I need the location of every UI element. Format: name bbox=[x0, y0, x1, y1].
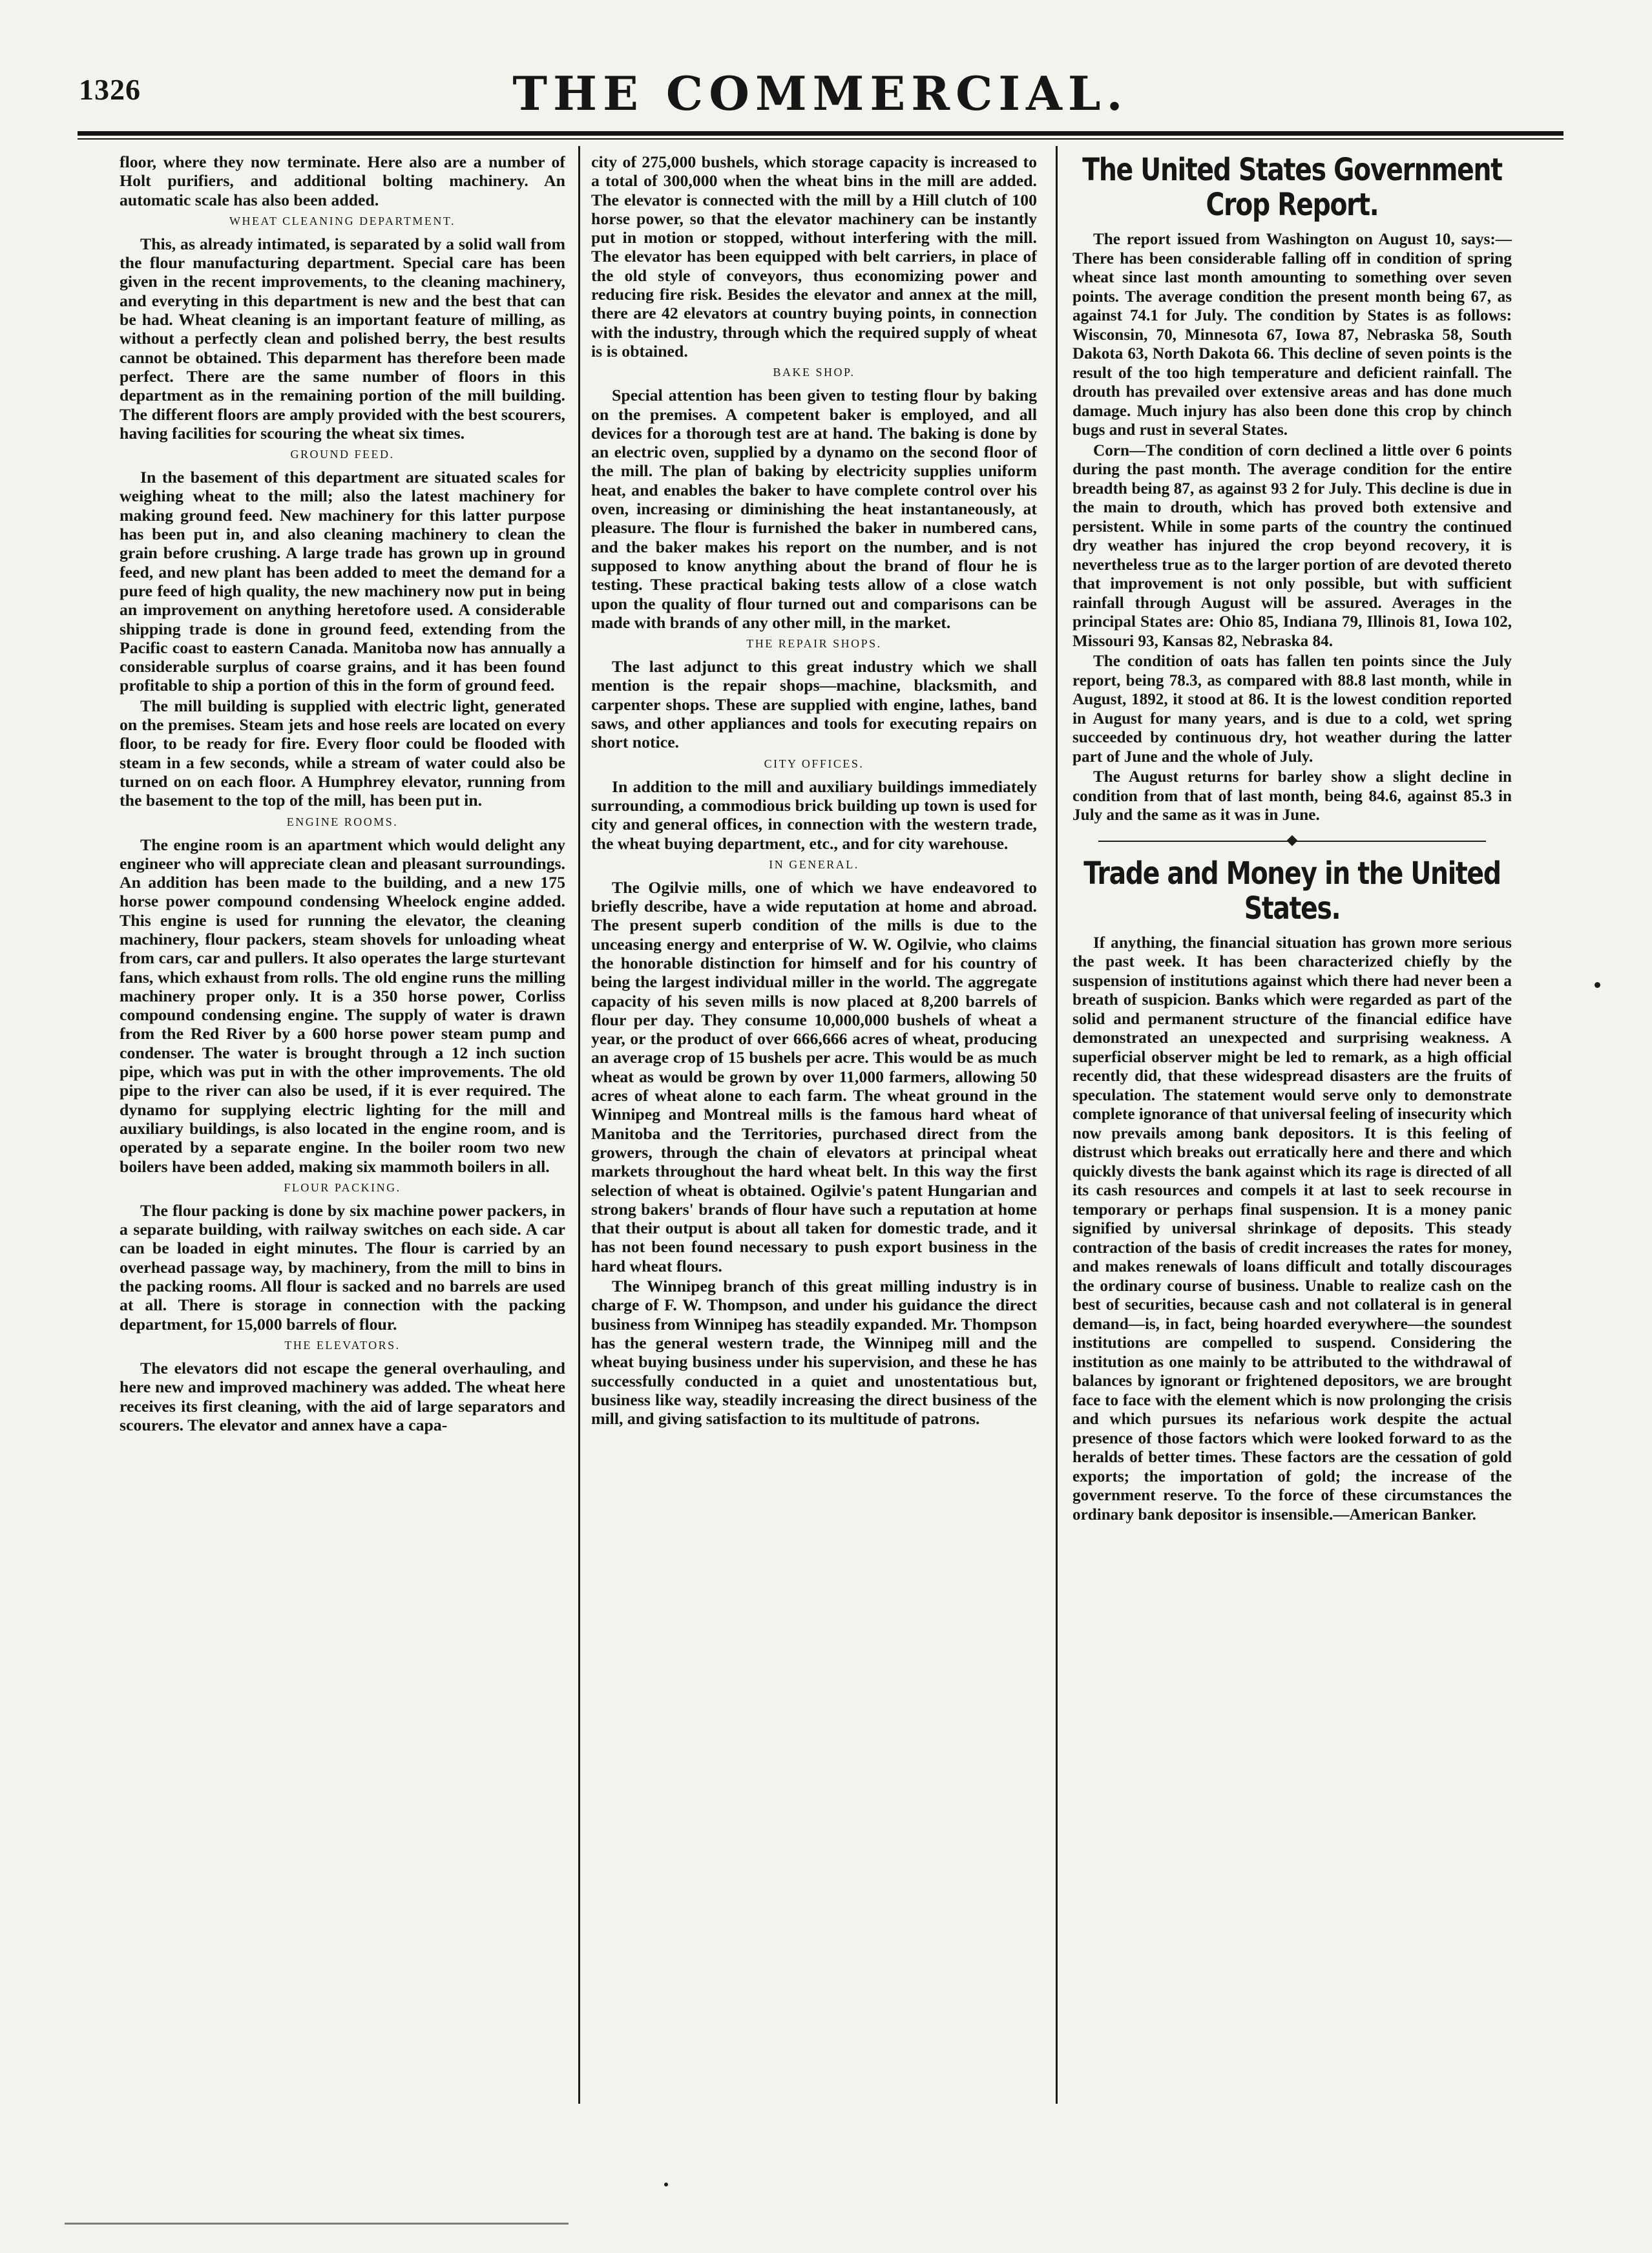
article-separator bbox=[1072, 832, 1512, 851]
section-heading: GROUND FEED. bbox=[290, 448, 395, 461]
paragraph: The August returns for barley show a slight decline in condition from that of last month, being 84.6, against 85.3 in July and the same as it was in June. bbox=[1072, 768, 1512, 824]
section-heading: IN GENERAL. bbox=[769, 857, 859, 871]
masthead-rule-thin bbox=[78, 138, 1563, 140]
paragraph: city of 275,000 bushels, which storage capacity is increased to a total of 300,000 when the wheat bins in the mill are added. The elevator is connected with the mill by a Hill clutch of 100 horse power, so that the elevator machinery can be instantly put in motion or stopped, without interfering with the mill. The elevator has been equipped with belt carriers, in place of the old style of conveyors, thus economizing power and reducing fire risk. Besides the elevator and annex at the mill, there are 42 elevators at country buying points, in connection with the industry, through which the required supply of wheat is is obtained. bbox=[591, 152, 1037, 361]
section-heading: FLOUR PACKING. bbox=[284, 1180, 401, 1194]
paragraph: The flour packing is done by six machine power packers, in a separate building, with railway switches on each side. A car can be loaded in eight minutes. The flour is carried by an overhead passage way, by machinery, from the mill to bins in the packing rooms. All flour is sacked and no barrels are used at all. There is storage in connection with the packing department, for 15,000 barrels of flour. bbox=[120, 1200, 565, 1334]
ink-speck bbox=[664, 2183, 668, 2186]
paragraph: The engine room is an apartment which would delight any engineer who will appreciate clean and pleasant surroundings. An addition has been made to the building, and a new 175 horse power compound condensing Wheelock engine added. This engine is used for running the elevator, the cleaning machinery, flour packers, steam shovels for unloading wheat from cars, car and pullers. It also operates the large sturtevant fans, which exhaust from rolls. The old engine runs the milling machinery proper only. It is a 350 horse power, Corliss compound condensing engine. The supply of water is drawn from the Red River by a 600 horse power steam pump and condenser. The water is brought through a 12 inch suction pipe, which was put in with the other improvements. The old pipe to the river can also be used, if it is ever required. The dynamo for supplying electric lighting for the mill and auxiliary buildings, is also located in the engine room, and is operated by a separate engine. In the boiler room two new boilers have been added, making six mammoth boilers in all. bbox=[120, 835, 565, 1176]
paragraph: If anything, the financial situation has grown more serious the past week. It has been characterized chiefly by the suspension of institutions against which there had never been a breath of suspicion. Banks which were regarded as part of the solid and permanent structure of the financial edifice have demonstrated an unexpected and surprising weakness. A superficial observer might be led to remark, as a high official recently did, that these widespread disasters are the fruits of speculation. The statement would serve only to demonstrate complete ignorance of that universal feeling of insecurity which now prevails among bank depositors. It is this feeling of distrust which breaks out erratically here and there and which quickly divests the bank against which its rage is directed of all its cash resources and compels it at last to seek recourse in temporary or perhaps final suspension. It is a money panic signified by universal shrinkage of deposits. This steady contraction of the basis of credit increases the rates for money, and makes renewals of loans difficult and totally discourages the ordinary course of business. Unable to realize cash on the best of securities, because cash and not collateral is in general demand—is, in fact, being hoarded everywhere—the soundest institutions are compelled to suspend. Considering the institution as one mainly to be attributed to the withdrawal of balances by ignorant or frightened depositors, we are brought face to face with the element which is now prolonging the crisis and which pursues its nefarious work despite the actual presence of those factors which were looked forward to as the heralds of better times. These factors are the cessation of gold exports; the importation of gold; the increase of the government reserve. To the force of these circumstances the ordinary bank depositor is insensible.—American Banker. bbox=[1072, 934, 1512, 1524]
page-edge-mark bbox=[65, 2223, 569, 2225]
paragraph: The mill building is supplied with electric light, generated on the premises. Steam jets and hose reels are located on every floor, to be ready for fire. Every floor could be flooded with steam in a few seconds, while a stream of water could also be turned on on each floor. A Humphrey elevator, running from the basement to the top of the mill, has been put in. bbox=[120, 696, 565, 810]
paragraph: In addition to the mill and auxiliary buildings immediately surrounding, a commodious brick building up town is used for city and general offices, in connection with the western trade, the wheat buying department, etc., and for city warehouse. bbox=[591, 777, 1037, 853]
paragraph: floor, where they now terminate. Here also are a number of Holt purifiers, and additional bolting machinery. An automatic scale has also been added. bbox=[120, 152, 565, 209]
paragraph: The Winnipeg branch of this great milling industry is in charge of F. W. Thompson, and under his guidance the direct business from Winnipeg has steadily expanded. Mr. Thompson has the general western trade, the Winnipeg mill and the wheat buying business under his supervision, and these he has successfully conducted in a quiet and unostentatious but, business like way, steadily increasing the direct business of the mill, and giving satisfaction to its multitude of patrons. bbox=[591, 1277, 1037, 1429]
column-divider-1 bbox=[578, 146, 580, 2104]
paragraph: Corn—The condition of corn declined a little over 6 points during the past month. The average condition for the entire breadth being 87, as against 93 2 for July. This decline is due in the main to drouth, which has proved both extensive and persistent. While in some parts of the country the continued dry weather has injured the crop beyond recovery, it is nevertheless true as to the larger portion of are devoted thereto that improvement is not only possible, but with sufficient rainfall through August will be assured. Averages in the principal States are: Ohio 85, Indiana 79, Illinois 81, Iowa 102, Missouri 93, Kansas 82, Nebraska 84. bbox=[1072, 441, 1512, 650]
paragraph: The condition of oats has fallen ten points since the July report, being 78.3, as compared with 88.8 last month, while in August, 1892, it stood at 86. It is the lowest condition reported in August for many years, and is due to a cold, wet spring succeeded by continuous dry, hot weather during the latter part of June and the whole of July. bbox=[1072, 653, 1512, 766]
masthead-title: THE COMMERCIAL. bbox=[512, 66, 1129, 121]
masthead bbox=[78, 66, 1563, 121]
column-divider-2 bbox=[1056, 146, 1058, 2104]
column-3 bbox=[1072, 152, 1512, 2097]
paragraph: In the basement of this department are situated scales for weighing wheat to the mill; also the latest machinery for making ground feed. New machinery for this latter purpose has been put in, and also cleaning machinery to clean the grain before crushing. A large trade has grown up in ground feed, and new plant has been added to meet the demand for a pure feed of high quality, the new machinery now put in being an improvement on anything heretofore used. A considerable shipping trade is done in ground feed, extending from the Pacific coast to eastern Canada. Manitoba now has annually a considerable surplus of coarse grains, and it has been found profitable to ship a portion of this in the form of ground feed. bbox=[120, 468, 565, 695]
paragraph: This, as already intimated, is separated by a solid wall from the flour manufacturing department. Special care has been given in the recent improvements, to the cleaning machinery, and everyting in this department is new and the best that can be had. Wheat cleaning is an important feature of milling, as without a perfectly clean and polished berry, the best results cannot be obtained. This deparment has therefore been made perfect. There are the same number of floors in this department as in the remaining portion of the mill building. The different floors are amply provided with the best scourers, having facilities for scouring the wheat six times. bbox=[120, 234, 565, 443]
page-number: 1326 bbox=[79, 73, 141, 106]
section-heading: WHEAT CLEANING DEPARTMENT. bbox=[229, 214, 456, 227]
column-1 bbox=[120, 152, 565, 2097]
ink-speck bbox=[1594, 982, 1600, 988]
column-2 bbox=[591, 152, 1037, 2097]
section-heading: CITY OFFICES. bbox=[764, 757, 864, 770]
paragraph: The last adjunct to this great industry which we shall mention is the repair shops—machine, blacksmith, and carpenter shops. These are supplied with engine, lathes, band saws, and other appliances and tools for executing repairs on short notice. bbox=[591, 657, 1037, 752]
paragraph: The report issued from Washington on August 10, says:—There has been considerable falling off in condition of spring wheat since last month amounting to something over seven points. The average condition the present month being 67, as against 74.1 for July. The condition by States is as follows: Wisconsin, 70, Minnesota 67, Iowa 87, Nebraska 58, South Dakota 63, North Dakota 66. This decline of seven points is the result of the too high temperature and deficient rainfall. The drouth has prevailed over extensive areas and has done much damage. Much injury has also been done this crop by chinch bugs and rust in several States. bbox=[1072, 231, 1512, 439]
article-title-trade-money: Trade and Money in the United States. bbox=[1083, 855, 1501, 927]
paragraph: Special attention has been given to testing flour by baking on the premises. A competent baker is employed, and all devices for a thorough test are at hand. The baking is done by an electric oven, supplied by a dynamo on the second floor of the mill. The plan of baking by electricity supplies uniform heat, and enables the baker to have complete control over his oven, increasing or diminishing the heat instantaneously, at pleasure. The flour is furnished the baker in numbered cans, and the baker makes his report on the number, and is not supposed to know anything about the brand of flour he is testing. These practical baking tests allow of a close watch upon the quality of flour turned out and comparisons can be made with brands of any other mill, in the market. bbox=[591, 386, 1037, 632]
masthead-rule-thick bbox=[78, 131, 1563, 136]
section-heading: THE REPAIR SHOPS. bbox=[746, 637, 882, 651]
paragraph: The Ogilvie mills, one of which we have endeavored to briefly describe, have a wide reputation at home and abroad. The present superb condition of the mills is due to the unceasing energy and enterprise of W. W. Ogilvie, who claims the honorable distinction for himself and for his country of being the largest individual miller in the world. The aggregate capacity of his seven mills is now placed at 8,200 barrels of flour per day. They consume 10,000,000 bushels of wheat a year, or the product of over 666,666 acres of wheat, producing an average crop of 15 bushels per acre. This would be as much wheat as would be grown by over 11,000 farmers, allowing 50 acres of wheat alone to each farm. The wheat ground in the Winnipeg and Montreal mills is the famous hard wheat of Manitoba and the Territories, purchased direct from the growers, through the chain of elevators at principal wheat markets throughout the hard wheat belt. In this way the first selection of wheat is obtained. Ogilvie's patent Hungarian and strong bakers' brands of flour have such a reputation at home that their output is about all taken for domestic trade, and it has not been found necessary to push export business in the hard wheat flours. bbox=[591, 877, 1037, 1275]
section-heading: THE ELEVATORS. bbox=[284, 1338, 401, 1352]
article-title-crop-report: The United States Government Crop Report. bbox=[1082, 152, 1502, 223]
paragraph: The elevators did not escape the general overhauling, and here new and improved machinery was added. The wheat here receives its first cleaning, with the aid of large separators and scourers. The elevator and annex have a capa- bbox=[120, 1358, 565, 1434]
section-heading: BAKE SHOP. bbox=[773, 366, 855, 379]
separator-ornament bbox=[1287, 835, 1298, 846]
section-heading: ENGINE ROOMS. bbox=[286, 815, 399, 828]
